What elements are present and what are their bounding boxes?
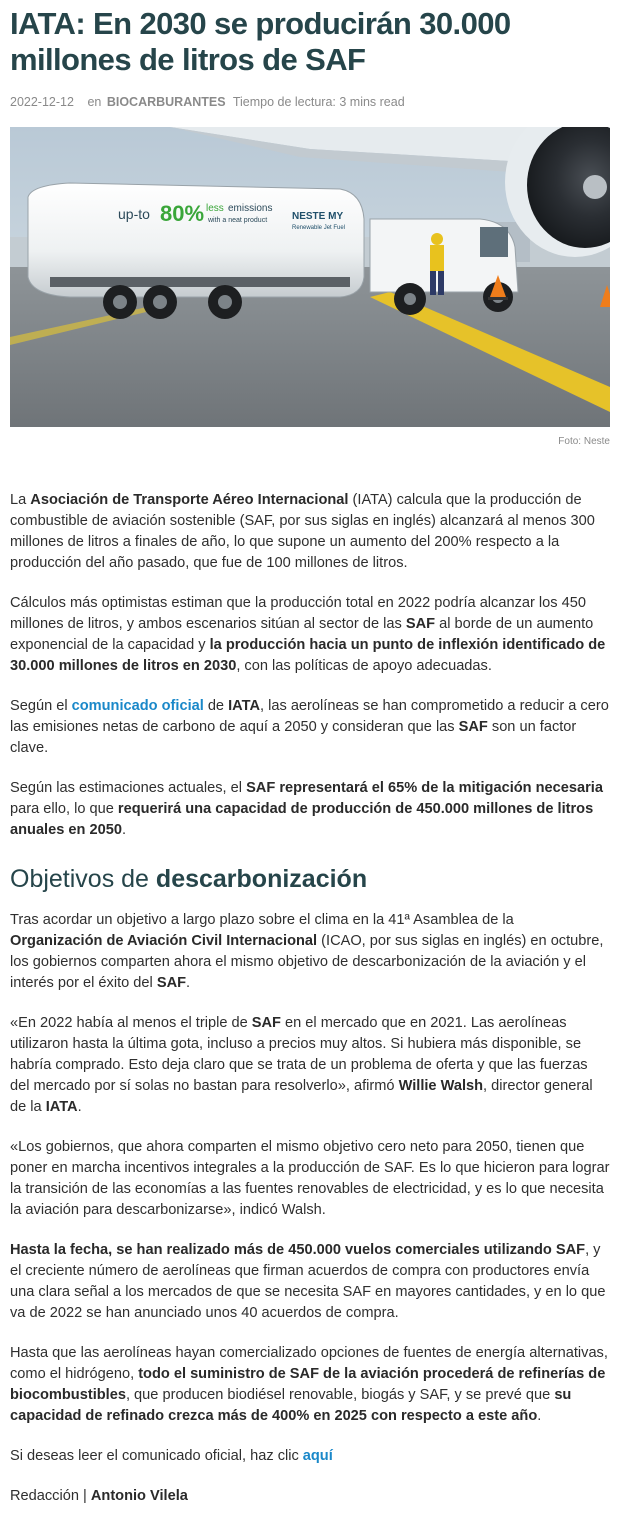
section-heading: Objetivos de descarbonización	[10, 865, 368, 893]
paragraph: Cálculos más optimistas estiman que la producción total en 2022 podría alcanzar los 450 millones de litros, y ambos escenarios sitúan al sector de las SAF al borde de un aumento exponencial de la capacidad y la producción hacia un punto de inflexión identificado de 30.000 millones de litros en 2030, con las políticas de apoyo adecuadas.	[10, 595, 606, 674]
here-link[interactable]: aquí	[302, 1448, 333, 1464]
paragraph: Según las estimaciones actuales, el SAF representará el 65% de la mitigación necesaria para ello, lo que requerirá una capacidad de producción de 450.000 millones de litros anuales en 2050.	[10, 780, 603, 838]
reading-time: Tiempo de lectura: 3 mins read	[232, 95, 405, 109]
byline: Redacción | Antonio Vilela	[10, 1488, 188, 1504]
paragraph: Tras acordar un objetivo a largo plazo sobre el clima en la 41ª Asamblea de la Organización de Aviación Civil Internacional (ICAO, por sus siglas en inglés) en octubre, los gobiernos comparten ahora el mismo objetivo de descarbonización de la aviación y el interés por el éxito del SAF.	[10, 912, 604, 991]
official-statement-link[interactable]: comunicado oficial	[71, 698, 204, 714]
truck-brand-text: NESTE MY	[292, 211, 344, 222]
paragraph: Hasta la fecha, se han realizado más de 450.000 vuelos comerciales utilizando SAF, y el creciente número de aerolíneas que firman acuerdos de compra con productores envía una clara señal a los mercados de que se necesita SAF en mayores cantidades, y en lo que va de 2022 se han anunciado unos 40 acuerdos de compra.	[10, 1242, 606, 1321]
article	[0, 6, 620, 1507]
hero-image	[10, 127, 610, 427]
paragraph: Según el comunicado oficial de IATA, las aerolíneas se han comprometido a reducir a cero las emisiones netas de carbono de aquí a 2050 y consideran que las SAF son un factor clave.	[10, 698, 609, 756]
truck-less-text: less	[206, 203, 224, 214]
truck-neat-text: with a neat product	[208, 217, 268, 224]
article-meta	[10, 95, 610, 113]
article-title: IATA: En 2030 se producirán 30.000 millones de litros de SAF	[10, 6, 511, 77]
truck-brand-sub-text: Renewable Jet Fuel	[292, 225, 346, 231]
paragraph: La Asociación de Transporte Aéreo Internacional (IATA) calcula que la producción de combustible de aviación sostenible (SAF, por sus siglas en inglés) alcanzará al menos 300 millones de litros a finales de año, lo que supone un aumento del 200% respecto a la producción del año pasado, que fue de 100 millones de litros.	[10, 492, 595, 571]
paragraph: Si deseas leer el comunicado oficial, haz clic aquí	[10, 1446, 610, 1467]
author-name[interactable]: Antonio Vilela	[90, 1488, 188, 1504]
paragraph: «En 2022 había al menos el triple de SAF en el mercado que en 2021. Las aerolíneas utilizaron hasta la última gota, incluso a precios muy altos. Si hubiera más disponible, se habría comprado. Esto deja claro que se trata de un problema de oferta y que las fuerzas del mercado por sí solas no bastan para resolverlo», afirmó Willie Walsh, director general de la IATA.	[10, 1015, 593, 1115]
truck-upto-text: up-to	[118, 206, 150, 222]
article-body	[10, 490, 610, 1507]
truck-percent-text: 80%	[160, 201, 205, 226]
photo-credit: Foto: Neste	[558, 436, 610, 447]
category-link[interactable]: BIOCARBURANTES	[106, 95, 226, 109]
truck-emissions-text: emissions	[228, 203, 273, 214]
paragraph: «Los gobiernos, que ahora comparten el mismo objetivo cero neto para 2050, tienen que poner en marcha incentivos integrales a la producción de SAF. Es lo que hicieron para lograr la transición de las economías a las fuentes renovables de electricidad, y es lo que necesita la aviación para descarbonizarse», indicó Walsh.	[10, 1139, 610, 1218]
publish-date: 2022-12-12	[10, 95, 74, 109]
hero-illustration	[10, 127, 610, 427]
paragraph: Hasta que las aerolíneas hayan comercializado opciones de fuentes de energía alternativas, como el hidrógeno, todo el suministro de SAF de la aviación procederá de refinerías de biocombustibles, que producen biodiésel renovable, biogás y SAF, y se prevé que su capacidad de refinado crezca más de 400% en 2025 con respecto a este año.	[10, 1345, 608, 1424]
category-prefix: en	[87, 95, 102, 109]
